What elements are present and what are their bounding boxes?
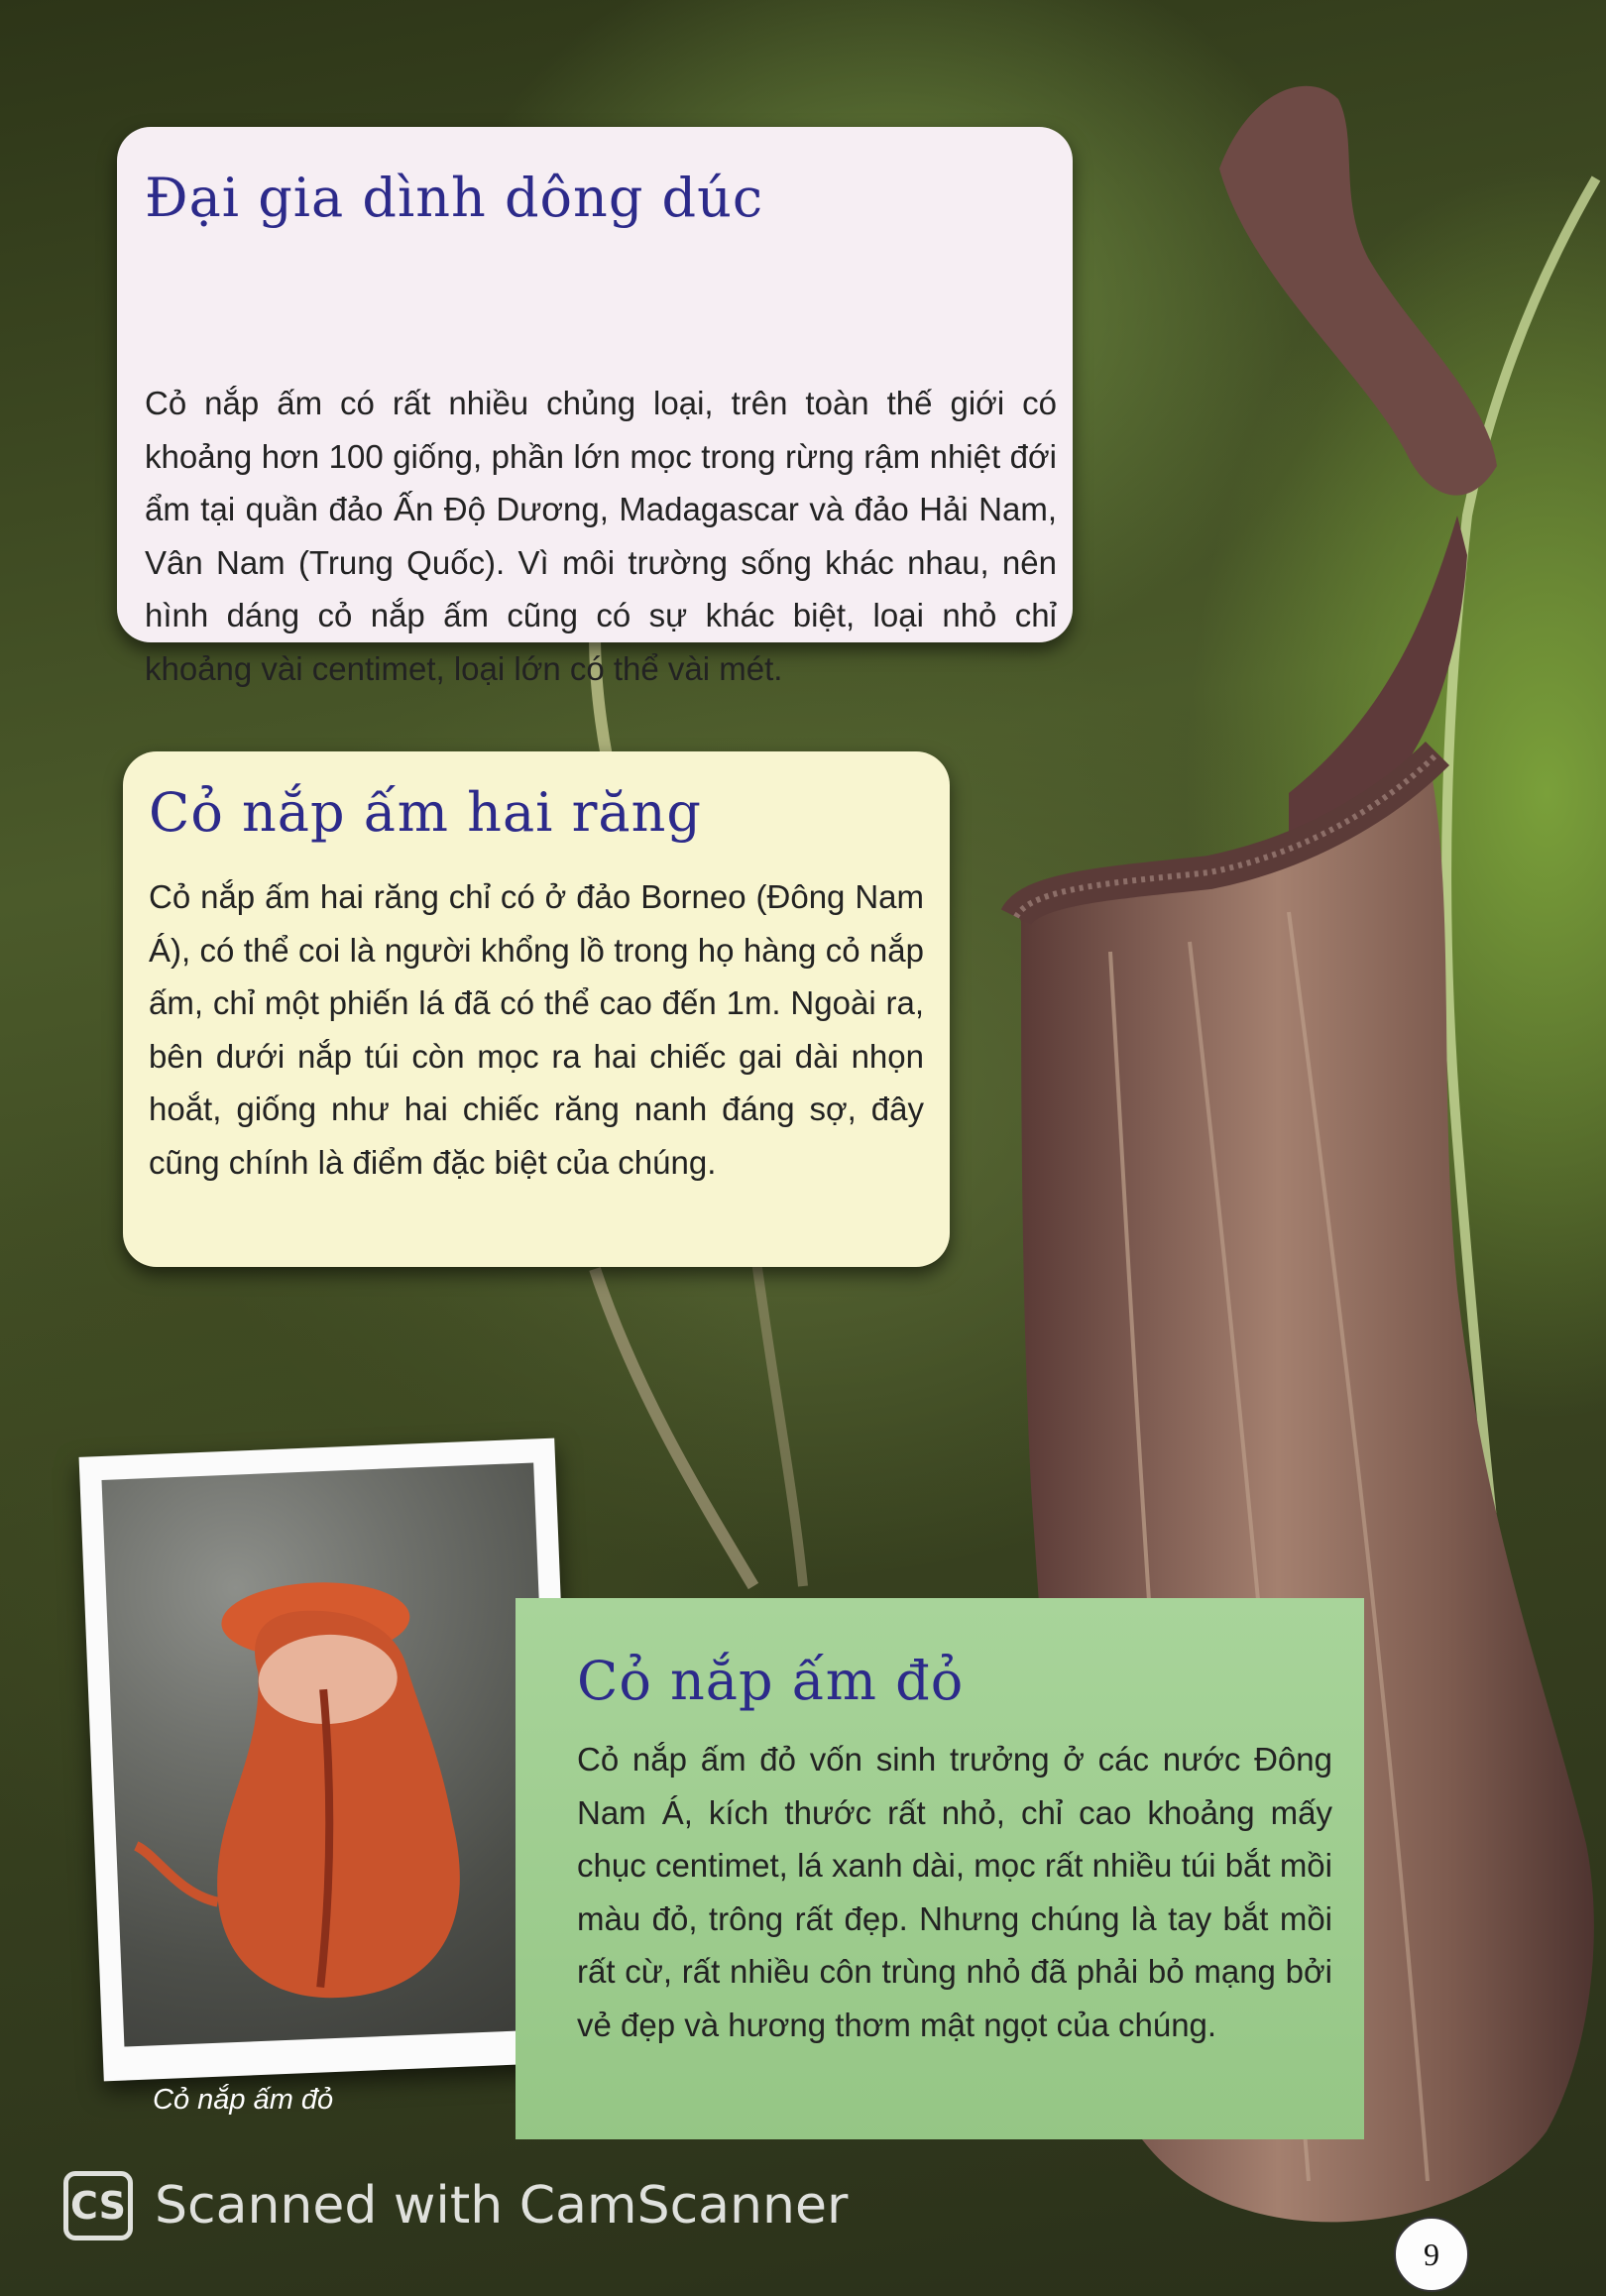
watermark-text: Scanned with CamScanner bbox=[155, 2176, 849, 2236]
section-body: Cỏ nắp ấm đỏ vốn sinh trưởng ở các nước Đông Nam Á, kích thước rất nhỏ, chỉ cao khoảng mấy chục centimet, lá xanh dài, mọc rất nhiều túi bắt mồi màu đỏ, trông rất đẹp. Nhưng chúng là tay bắt mồi rất cừ, rất nhiều côn trùng nhỏ đã phải bỏ mạng bởi vẻ đẹp và hương thơm mật ngọt của chúng. bbox=[577, 1741, 1332, 2043]
section-title: Cỏ nắp ấm đỏ bbox=[577, 1650, 965, 1712]
camscanner-logo-icon: CS bbox=[63, 2171, 133, 2240]
section-red-pitcher bbox=[516, 1598, 1364, 2139]
section-title: Cỏ nắp ấm hai răng bbox=[149, 781, 702, 844]
section-body: Cỏ nắp ấm hai răng chỉ có ở đảo Borneo (Đông Nam Á), có thể coi là người khổng lồ trong họ hàng cỏ nắp ấm, chỉ một phiến lá đã có thể cao đến 1m. Ngoài ra, bên dưới nắp túi còn mọc ra hai chiếc gai dài nhọn hoắt, giống như hai chiếc răng nanh đáng sợ, đây cũng chính là điểm đặc biệt của chúng. bbox=[149, 878, 924, 1181]
section-two-tooth-pitcher bbox=[123, 751, 950, 1267]
section-title: Đại gia dình dông dúc bbox=[145, 167, 764, 229]
page-number: 9 bbox=[1394, 2217, 1469, 2292]
photo-caption: Cỏ nắp ấm đỏ bbox=[153, 2084, 334, 2116]
camscanner-watermark bbox=[63, 2169, 848, 2242]
red-pitcher-drawing bbox=[101, 1462, 556, 2046]
photo-image bbox=[101, 1462, 556, 2046]
section-large-family bbox=[117, 127, 1073, 687]
red-pitcher-photo bbox=[79, 1438, 580, 2082]
section-body: Cỏ nắp ấm có rất nhiều chủng loại, trên toàn thế giới có khoảng hơn 100 giống, phần lớn mọc trong rừng rậm nhiệt đới ẩm tại quần đảo Ấn Độ Dương, Madagascar và đảo Hải Nam, Vân Nam (Trung Quốc). Vì môi trường sống khác nhau, nên hình dáng cỏ nắp ấm cũng có sự khác biệt, loại nhỏ chỉ khoảng vài centimet, loại lớn có thể vài mét. bbox=[145, 385, 1057, 687]
